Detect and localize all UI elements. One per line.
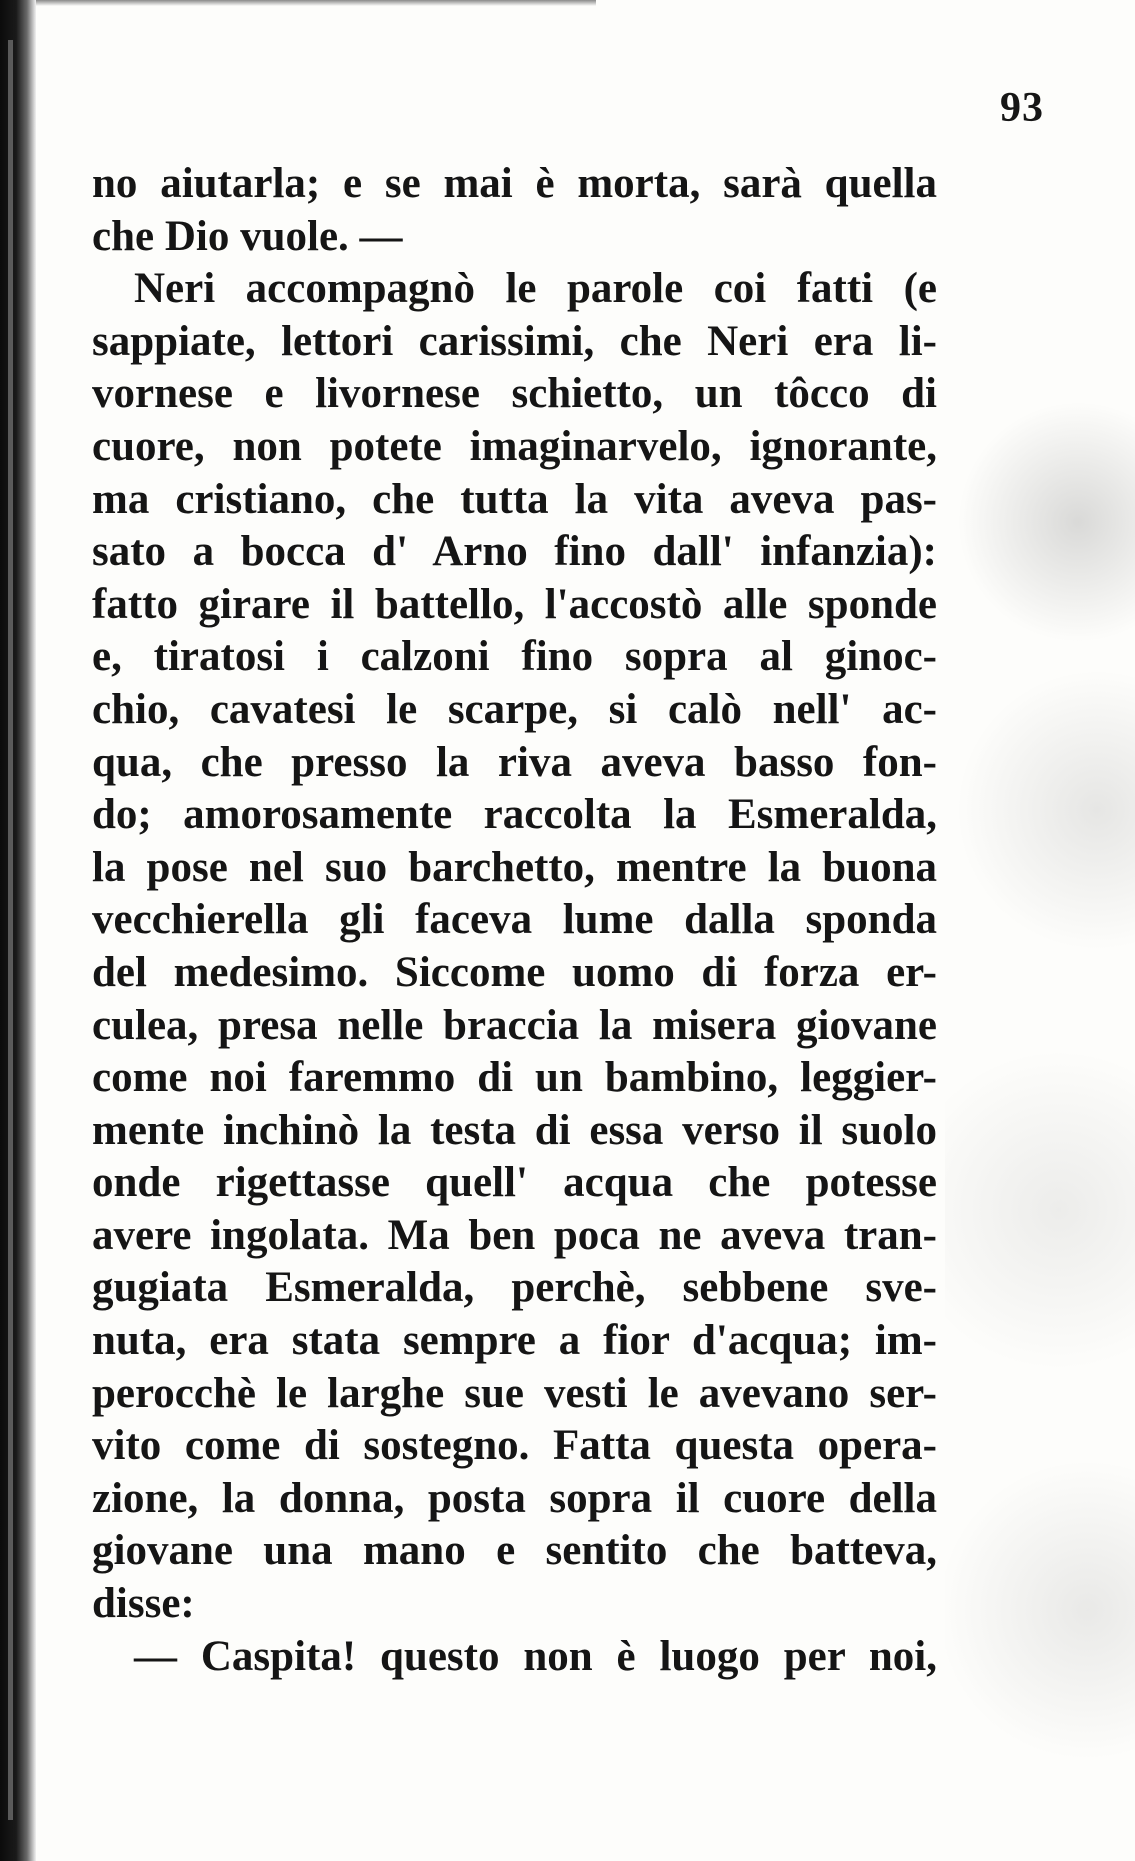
text-line: fatto girare il battello, l'accostò alle sponde bbox=[92, 580, 937, 628]
top-edge-shadow bbox=[36, 0, 596, 6]
text-line: zione, la donna, posta sopra il cuore della bbox=[92, 1474, 937, 1522]
text-line: come noi faremmo di un bambino, leggier- bbox=[92, 1054, 937, 1102]
text-line: perocchè le larghe sue vesti le avevano ser- bbox=[92, 1369, 937, 1417]
text-line: avere ingolata. Ma ben poca ne aveva tran- bbox=[92, 1211, 937, 1259]
text-line: no aiutarla; e se mai è morta, sarà quella bbox=[92, 160, 937, 207]
spine-highlight bbox=[8, 40, 13, 1820]
text-line: del medesimo. Siccome uomo di forza er- bbox=[92, 948, 937, 996]
text-line: mente inchinò la testa di essa verso il suolo bbox=[92, 1106, 937, 1154]
text-line: nuta, era stata sempre a fior d'acqua; im- bbox=[92, 1317, 937, 1365]
text-line: cuore, non potete imaginarvelo, ignorante, bbox=[92, 422, 937, 470]
text-line: onde rigettasse quell' acqua che potesse bbox=[92, 1159, 937, 1207]
text-line: — Caspita! questo non è luogo per noi, bbox=[134, 1632, 937, 1680]
text-line: chio, cavatesi le scarpe, si calò nell' ac- bbox=[92, 685, 937, 733]
text-line: gugiata Esmeralda, perchè, sebbene sve- bbox=[92, 1264, 937, 1312]
book-spine-shadow bbox=[0, 0, 36, 1861]
body-text bbox=[92, 158, 937, 1683]
page-number: 93 bbox=[1000, 85, 1044, 131]
text-line: vito come di sostegno. Fatta questa opera- bbox=[92, 1422, 937, 1470]
text-line: e, tiratosi i calzoni fino sopra al ginoc- bbox=[92, 633, 937, 681]
text-line: vecchierella gli faceva lume dalla sponda bbox=[92, 896, 937, 944]
text-line: disse: bbox=[92, 1580, 195, 1628]
text-line: ma cristiano, che tutta la vita aveva pas- bbox=[92, 475, 937, 523]
text-line: culea, presa nelle braccia la misera giovane bbox=[92, 1001, 937, 1049]
text-line: qua, che presso la riva aveva basso fon- bbox=[92, 738, 937, 786]
text-line: la pose nel suo barchetto, mentre la buona bbox=[92, 843, 937, 891]
text-line: che Dio vuole. — bbox=[92, 212, 403, 260]
text-line: do; amorosamente raccolta la Esmeralda, bbox=[92, 791, 937, 839]
text-line: giovane una mano e sentito che batteva, bbox=[92, 1527, 937, 1575]
text-line: sato a bocca d' Arno fino dall' infanzia): bbox=[92, 528, 937, 576]
paper-bleed-through bbox=[945, 330, 1135, 1861]
text-line: sappiate, lettori carissimi, che Neri era li- bbox=[92, 317, 937, 365]
text-line: vornese e livornese schietto, un tôcco di bbox=[92, 370, 937, 418]
text-line: Neri accompagnò le parole coi fatti (e bbox=[134, 265, 937, 313]
